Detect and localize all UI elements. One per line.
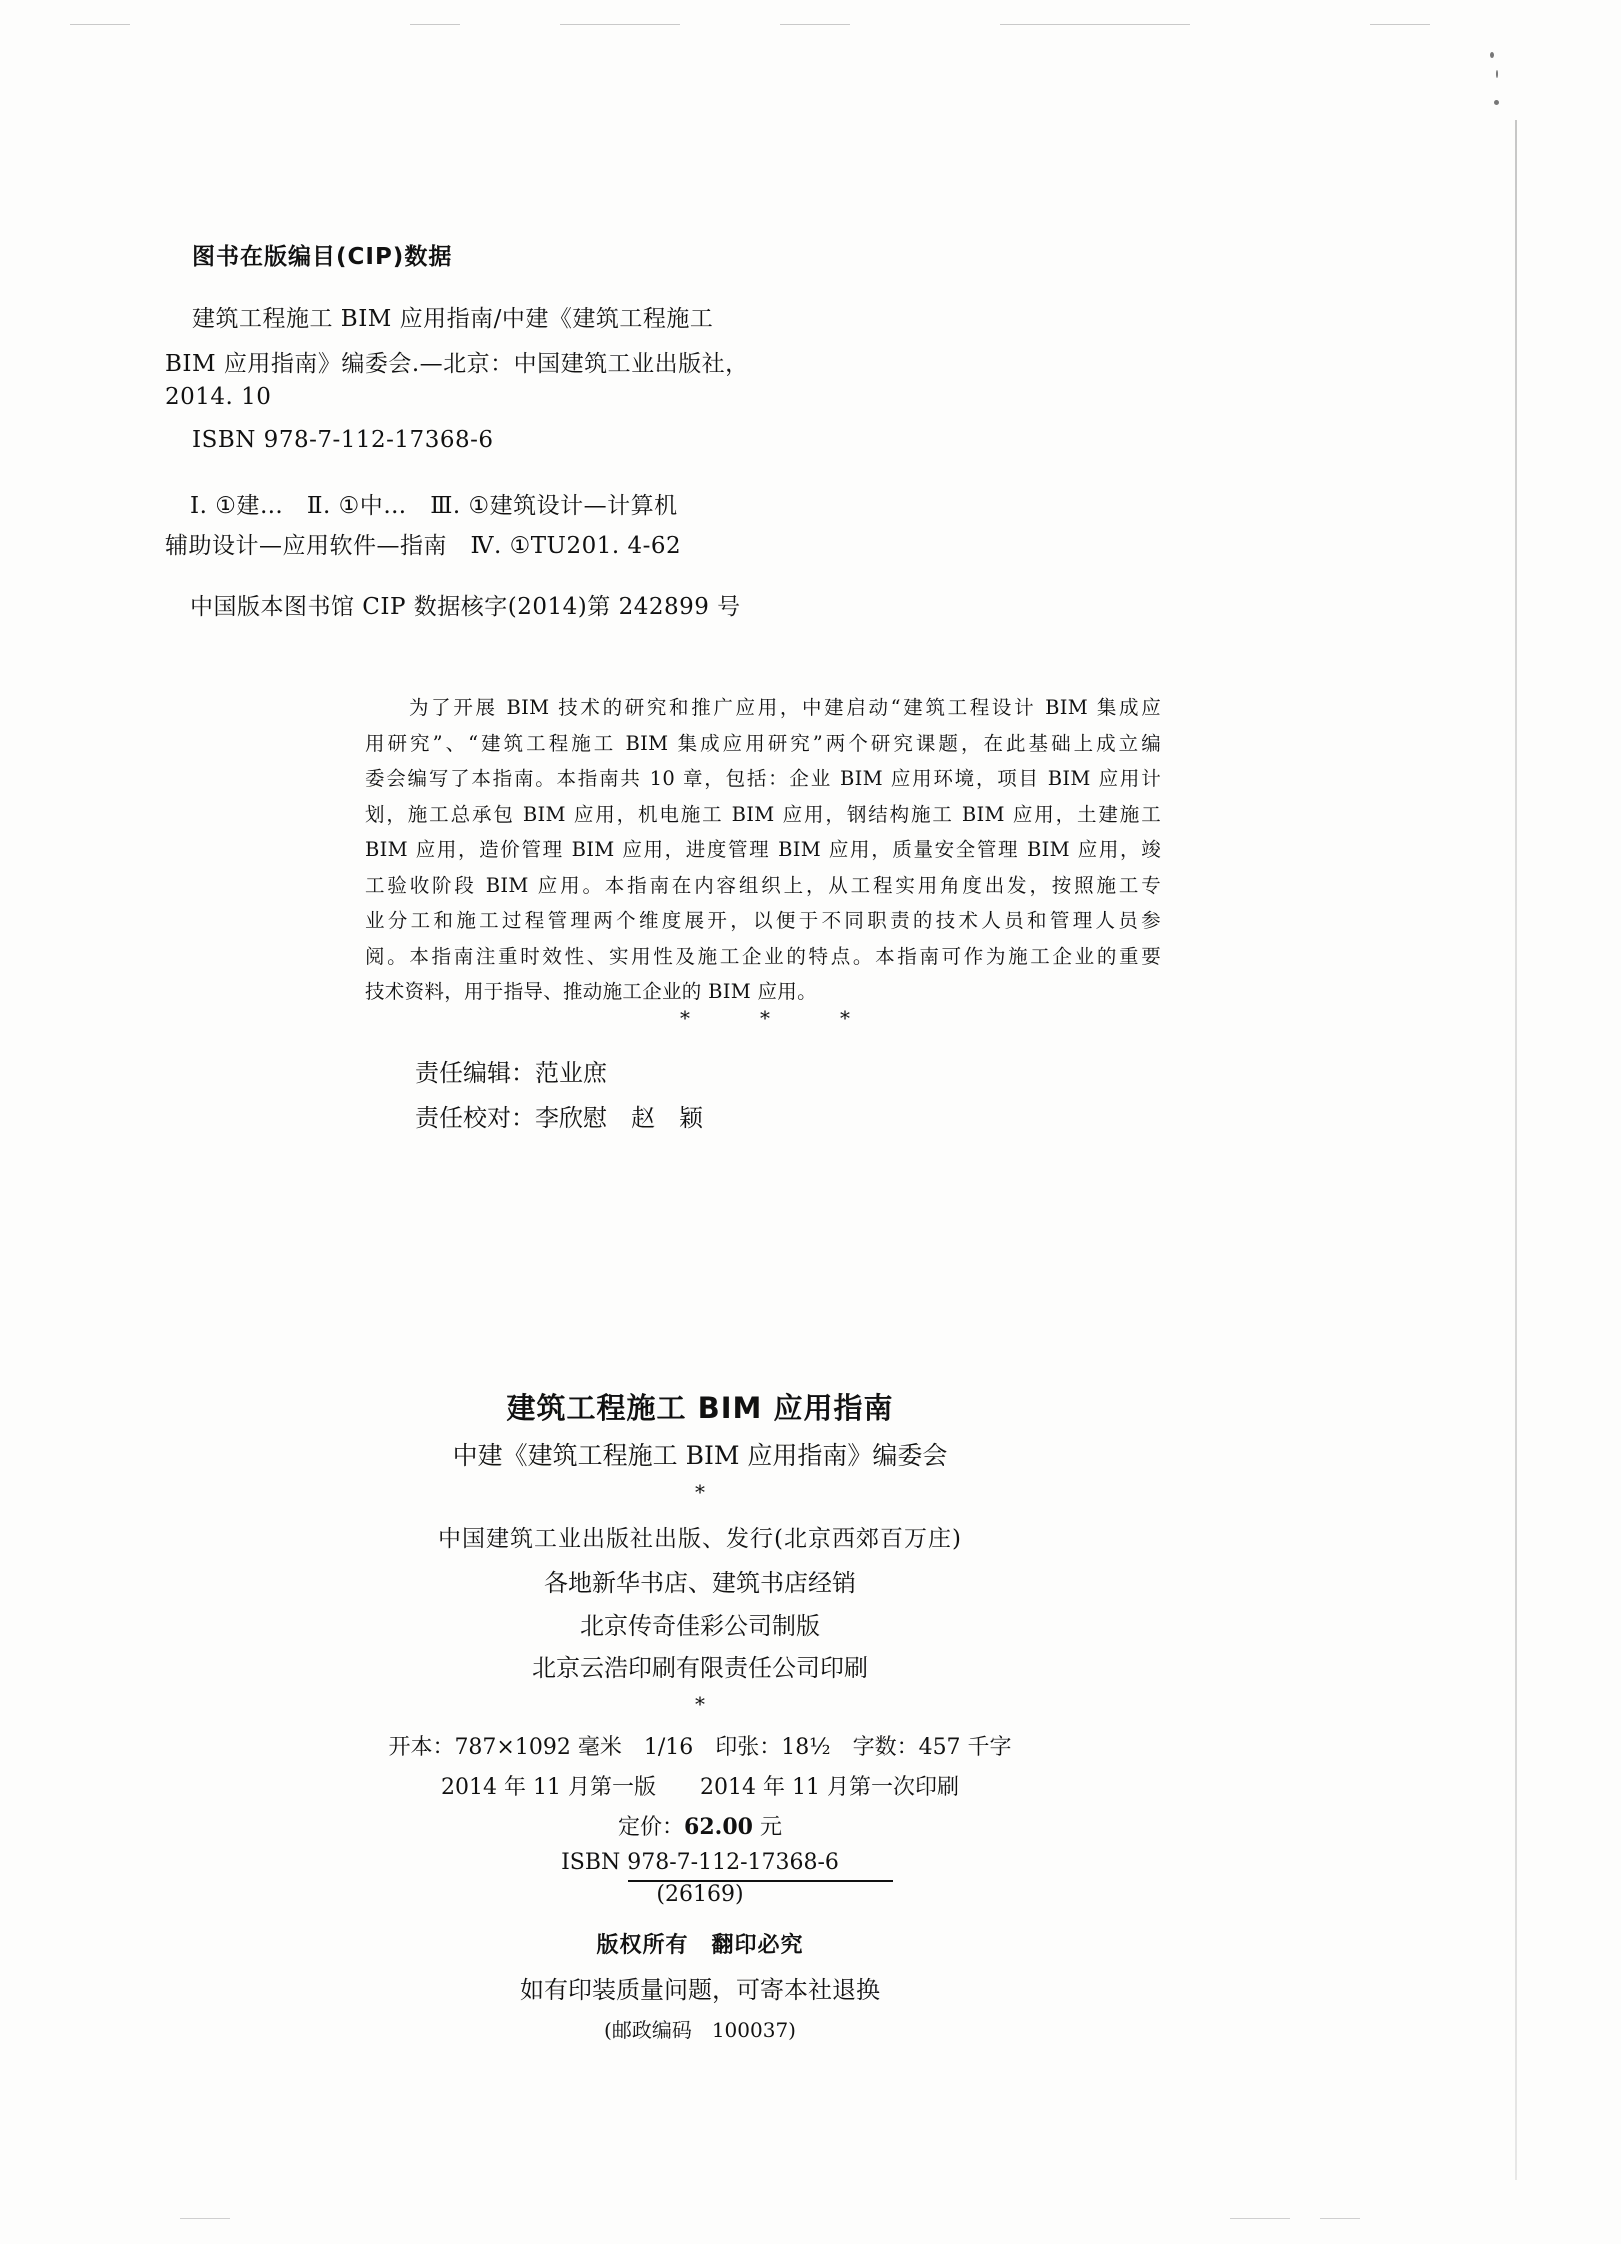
- scan-artifact: [560, 24, 680, 25]
- scan-artifact: [1230, 2218, 1290, 2219]
- abstract-line: BIM 应用，造价管理 BIM 应用，进度管理 BIM 应用，质量安全管理 BIM 应用，竣: [365, 838, 1161, 861]
- postal-code: (邮政编码 100037): [604, 2018, 796, 2042]
- cip-line: Ⅰ. ①建… Ⅱ. ①中… Ⅲ. ①建筑设计—计算机: [190, 493, 678, 519]
- responsible-proofreader: 责任校对：李欣慰 赵 颖: [415, 1104, 703, 1132]
- scan-artifact: [1000, 24, 1190, 25]
- section-separator: [680, 1006, 850, 1030]
- scan-artifact: [1320, 2218, 1360, 2219]
- colophon-star: *: [695, 1692, 705, 1716]
- distributor-line: 各地新华书店、建筑书店经销: [544, 1569, 856, 1597]
- abstract-line: 阅。本指南注重时效性、实用性及施工企业的特点。本指南可作为施工企业的重要: [365, 944, 1161, 968]
- book-author: 中建《建筑工程施工 BIM 应用指南》编委会: [452, 1441, 948, 1470]
- returns-notice: 如有印装质量问题，可寄本社退换: [520, 1976, 880, 2004]
- printer-line: 北京云浩印刷有限责任公司印刷: [532, 1654, 868, 1682]
- cip-line: ISBN 978-7-112-17368-6: [192, 427, 494, 453]
- abstract-line: 业分工和施工过程管理两个维度展开，以便于不同职责的技术人员和管理人员参: [365, 909, 1161, 932]
- book-abstract: [365, 690, 1161, 1010]
- scan-artifact: [780, 24, 850, 25]
- scan-artifact: [1490, 52, 1494, 58]
- separator-star: *: [680, 1006, 690, 1030]
- price-label: 定价：: [618, 1815, 685, 1840]
- cip-line: 辅助设计—应用软件—指南 Ⅳ. ①TU201. 4-62: [165, 533, 682, 559]
- price-unit: 元: [759, 1815, 782, 1840]
- colophon-star: *: [695, 1480, 705, 1504]
- abstract-line: 用研究”、“建筑工程施工 BIM 集成应用研究”两个研究课题，在此基础上成立编: [365, 731, 1161, 755]
- abstract-line: 工验收阶段 BIM 应用。本指南在内容组织上，从工程实用角度出发，按照施工专: [365, 873, 1161, 897]
- cip-heading: 图书在版编目(CIP)数据: [192, 244, 453, 270]
- abstract-line: 技术资料，用于指导、推动施工企业的 BIM 应用。: [365, 980, 817, 1003]
- book-code: (26169): [656, 1882, 744, 1907]
- responsible-editor: 责任编辑：范业庶: [415, 1059, 607, 1087]
- publisher-line: 中国建筑工业出版社出版、发行(北京西郊百万庄): [438, 1526, 962, 1552]
- cip-line: 中国版本图书馆 CIP 数据核字(2014)第 242899 号: [190, 594, 741, 620]
- scan-artifact: [180, 2218, 230, 2219]
- price-line: [0, 1810, 1400, 1841]
- abstract-line: 划，施工总承包 BIM 应用，机电施工 BIM 应用，钢结构施工 BIM 应用，土建施工: [365, 802, 1161, 826]
- separator-star: *: [840, 1006, 850, 1030]
- scan-artifact: [1370, 24, 1430, 25]
- scan-artifact: [1494, 100, 1499, 105]
- copyright-notice: 版权所有 翻印必究: [596, 1933, 804, 1958]
- format-specs: 开本：787×1092 毫米 1/16 印张：18½ 字数：457 千字: [388, 1735, 1012, 1760]
- scan-edge-line: [1515, 120, 1517, 2180]
- cip-line: BIM 应用指南》编委会.—北京：中国建筑工业出版社，: [165, 351, 749, 377]
- scan-artifact: [70, 24, 130, 25]
- abstract-line: 委会编写了本指南。本指南共 10 章，包括：企业 BIM 应用环境，项目 BIM 应用计: [365, 767, 1161, 790]
- isbn: ISBN 978-7-112-17368-6: [561, 1850, 839, 1875]
- book-title: 建筑工程施工 BIM 应用指南: [506, 1391, 894, 1425]
- edition-line: 2014 年 11 月第一版 2014 年 11 月第一次印刷: [441, 1775, 959, 1800]
- abstract-line: 为了开展 BIM 技术的研究和推广应用，中建启动“建筑工程设计 BIM 集成应: [409, 696, 1161, 719]
- cip-line: 建筑工程施工 BIM 应用指南/中建《建筑工程施工: [192, 306, 714, 332]
- scan-artifact: [1496, 70, 1498, 78]
- prepress-line: 北京传奇佳彩公司制版: [580, 1612, 820, 1640]
- scan-artifact: [410, 24, 460, 25]
- cip-line: 2014. 10: [165, 384, 272, 410]
- price-value: 62.00: [684, 1814, 753, 1840]
- separator-star: *: [760, 1006, 770, 1030]
